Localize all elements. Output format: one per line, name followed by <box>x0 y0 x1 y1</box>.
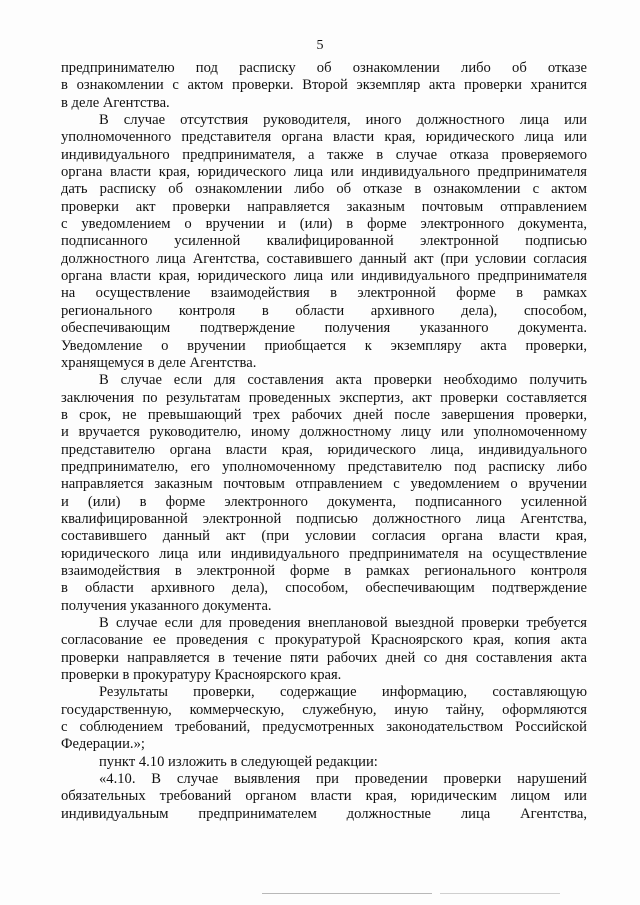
text-line: составившего данный акт (при условии согласия органа власти края, <box>61 528 587 545</box>
text-line: индивидуального предпринимателя, а также в случае отказа проверяемого <box>61 146 587 163</box>
text-line: юридического лица или индивидуального предпринимателя на осуществление <box>61 545 587 562</box>
text-line: государственную, коммерческую, служебную, иную тайну, оформляются <box>61 701 587 718</box>
scan-artifact-line <box>440 893 560 894</box>
paragraph <box>61 771 587 823</box>
text-line: В случае если для составления акта проверки необходимо получить <box>99 372 587 389</box>
text-line: направляется заказным почтовым отправлением с уведомлением о вручении <box>61 476 587 493</box>
paragraph <box>61 684 587 753</box>
text-line: в срок, не превышающий трех рабочих дней после завершения проверки, <box>61 406 587 423</box>
text-line: В случае если для проведения внеплановой выездной проверки требуется <box>99 615 587 631</box>
text-line: с соблюдением требований, предусмотренных законодательством Российской <box>61 719 587 736</box>
text-line: Результаты проверки, содержащие информацию, составляющую <box>99 684 587 701</box>
text-line: дать расписку об ознакомлении либо об отказе в ознакомлении с актом <box>61 181 587 198</box>
text-line: органа власти края, юридического лица или индивидуального предпринимателя <box>61 164 587 181</box>
text-line: взаимодействия в электронной форме в рамках регионального контроля <box>61 562 587 579</box>
paragraph <box>61 372 587 615</box>
text-line: и (или) в форме электронного документа, подписанного усиленной <box>61 493 587 510</box>
text-line: получения указанного документа. <box>61 597 272 614</box>
text-line: органа власти края, юридического лица или индивидуального предпринимателя <box>61 268 587 285</box>
text-line: индивидуальным предпринимателем должностные лица Агентства, <box>61 805 587 822</box>
text-line: в области архивного дела), способом, обеспечивающим подтверждение <box>61 580 587 597</box>
text-line: уполномоченного представителя органа власти края, юридического лица или <box>61 129 587 146</box>
text-line: В случае отсутствия руководителя, иного должностного лица или <box>99 112 587 129</box>
paragraph <box>61 615 587 684</box>
text-line: Федерации.»; <box>61 736 145 753</box>
text-line: на осуществление взаимодействия в электронной форме в рамках <box>61 285 587 302</box>
document-body <box>61 60 587 823</box>
text-line: представителю органа власти края, юридического лица, индивидуального <box>61 441 587 458</box>
text-line: проверки акт проверки направляется заказным почтовым отправлением <box>61 198 587 215</box>
paragraph <box>61 60 587 112</box>
text-line: Уведомление о вручении приобщается к экземпляру акта проверки, <box>61 337 587 354</box>
text-line: предпринимателю, его уполномоченному представителю под расписку либо <box>61 458 587 475</box>
text-line: проверки направляется в течение пяти рабочих дней со дня составления акта <box>61 649 587 666</box>
text-line: согласование ее проведения с прокуратурой Красноярского края, копия акта <box>61 632 587 649</box>
text-line: предпринимателю под расписку об ознакомлении либо об отказе <box>61 60 587 76</box>
paragraph <box>61 112 587 372</box>
scan-artifact-line <box>262 893 432 894</box>
text-line: в ознакомлении с актом проверки. Второй экземпляр акта проверки хранится <box>61 77 587 94</box>
text-line: пункт 4.10 изложить в следующей редакции: <box>99 753 378 770</box>
page-number: 5 <box>316 38 324 53</box>
text-line: хранящемуся в деле Агентства. <box>61 354 257 371</box>
text-line: с уведомлением о вручении и (или) в форме электронного документа, <box>61 216 587 233</box>
text-line: проверки в прокуратуру Красноярского края. <box>61 667 342 684</box>
text-line: и вручается руководителю, иному должностному лицу или уполномоченному <box>61 424 587 441</box>
text-line: обеспечивающим подтверждение получения указанного документа. <box>61 320 587 337</box>
text-line: регионального контроля в области архивного дела), способом, <box>61 302 587 319</box>
text-line: заключения по результатам проведенных экспертиз, акт проверки составляется <box>61 389 587 406</box>
paragraph <box>61 754 587 771</box>
text-line: подписанного усиленной квалифицированной электронной подписью <box>61 233 587 250</box>
text-line: обязательных требований органом власти края, юридическим лицом или <box>61 788 587 805</box>
text-line: «4.10. В случае выявления при проведении проверки нарушений <box>99 771 587 788</box>
text-line: в деле Агентства. <box>61 94 170 111</box>
text-line: квалифицированной электронной подписью должностного лица Агентства, <box>61 510 587 527</box>
text-line: должностного лица Агентства, составившего данный акт (при условии согласия <box>61 250 587 267</box>
